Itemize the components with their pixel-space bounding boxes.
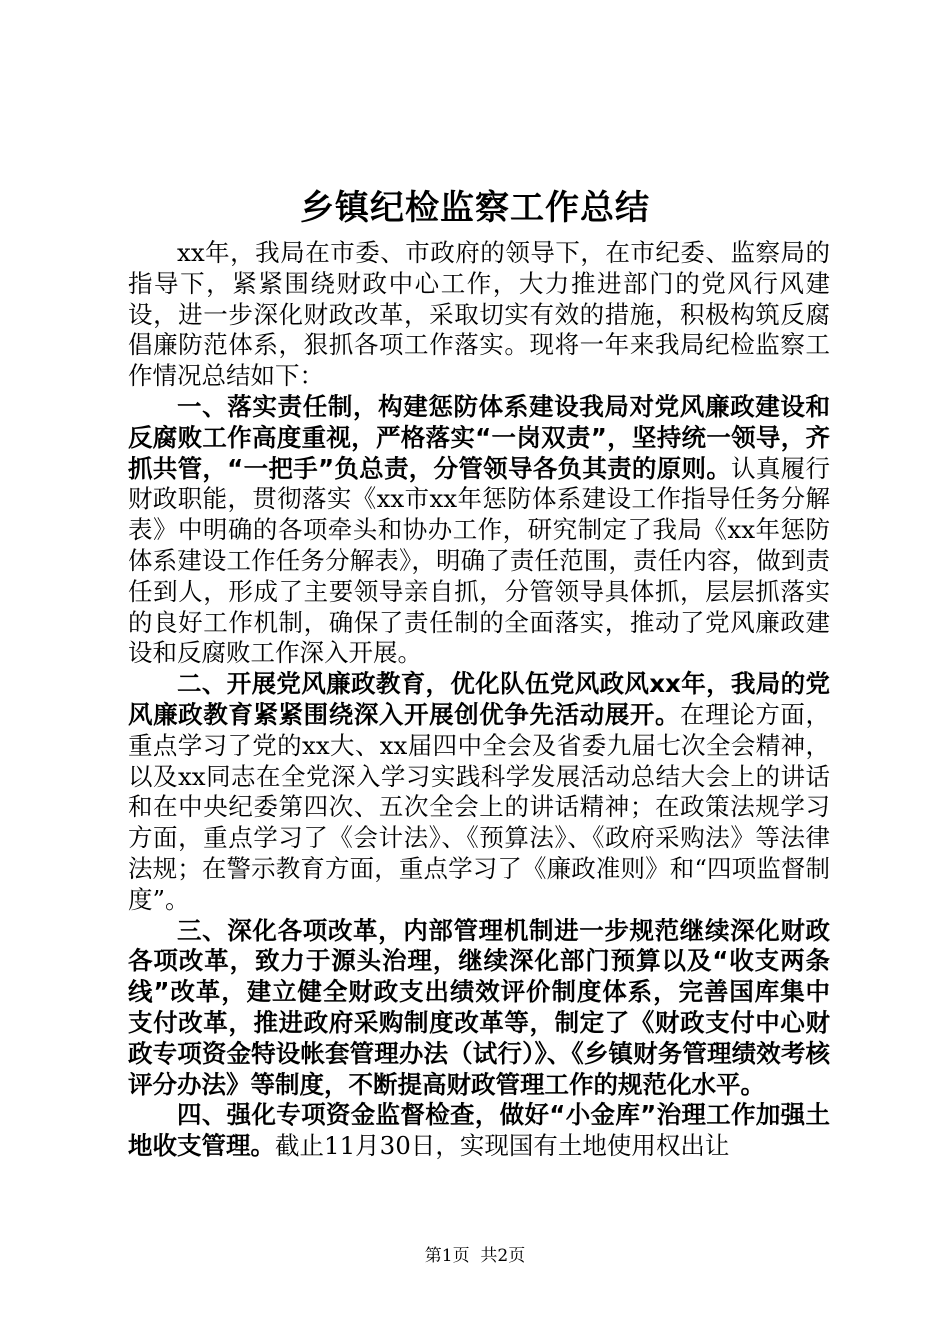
document-title: 乡镇纪检监察工作总结 <box>300 188 650 228</box>
page-footer <box>0 1244 950 1268</box>
section-heading: 四、强化专项资金监督检查，做好“小金库”治理工作加强土地收支管理。 <box>128 1100 830 1161</box>
paragraph-section-1 <box>128 392 830 669</box>
section-heading: 二、开展党风廉政教育，优化队伍党风政风xx年，我局的党风廉政教育紧紧围绕深入开展创优争先活动展开。 <box>128 669 830 729</box>
section-heading: 一、落实责任制，构建惩防体系建设我局对党风廉政建设和反腐败工作高度重视，严格落实“一岗双责”，坚持统一领导，齐抓共管，“一把手”负总责，分管领导各负其责的原则。 <box>128 391 830 483</box>
paragraph-text: 截止11月30日，实现国有土地使用权出让 <box>275 1131 730 1161</box>
paragraph-text: xx年，我局在市委、市政府的领导下，在市纪委、监察局的指导下，紧紧围绕财政中心工作，大力推进部门的党风行风建设，进一步深化财政改革，采取切实有效的措施，积极构筑反腐倡廉防范体系，狠抓各项工作落实。现将一年来我局纪检监察工作情况总结如下： <box>128 238 830 391</box>
document-body <box>128 238 830 1162</box>
page-number: 第1页 <box>424 1246 470 1266</box>
paragraph-text: 在理论方面，重点学习了党的xx大、xx届四中全会及省委九届七次全会精神，以及xx同志在全党深入学习实践科学发展活动总结大会上的讲话和在中央纪委第四次、五次全会上的讲话精神；在政策法规学习方面，重点学习了《会计法》、《预算法》、《政府采购法》等法律法规；在警示教育方面，重点学习了《廉政准则》和“四项监督制度”。 <box>128 699 831 914</box>
paragraph-text: 认真履行财政职能，贯彻落实《xx市xx年惩防体系建设工作指导任务分解表》中明确的各项牵头和协办工作，研究制定了我局《xx年惩防体系建设工作任务分解表》，明确了责任范围，责任内容，做到责任到人，形成了主要领导亲自抓，分管领导具体抓，层层抓落实的良好工作机制，确保了责任制的全面落实，推动了党风廉政建设和反腐败工作深入开展。 <box>128 453 831 668</box>
page-total: 共2页 <box>480 1246 526 1266</box>
paragraph-intro <box>128 238 830 392</box>
paragraph-section-3 <box>128 916 830 1101</box>
section-heading: 三、深化各项改革，内部管理机制进一步规范继续深化财政各项改革，致力于源头治理，继续深化部门预算以及“收支两条线”改革，建立健全财政支出绩效评价制度体系，完善国库集中支付改革，推进政府采购制度改革等，制定了《财政支付中心财政专项资金特设帐套管理办法（试行）》、《乡镇财务管理绩效考核评分办法》等制度，不断提高财政管理工作的规范化水平。 <box>128 915 830 1099</box>
paragraph-section-4 <box>128 1100 830 1162</box>
paragraph-section-2 <box>128 669 830 915</box>
